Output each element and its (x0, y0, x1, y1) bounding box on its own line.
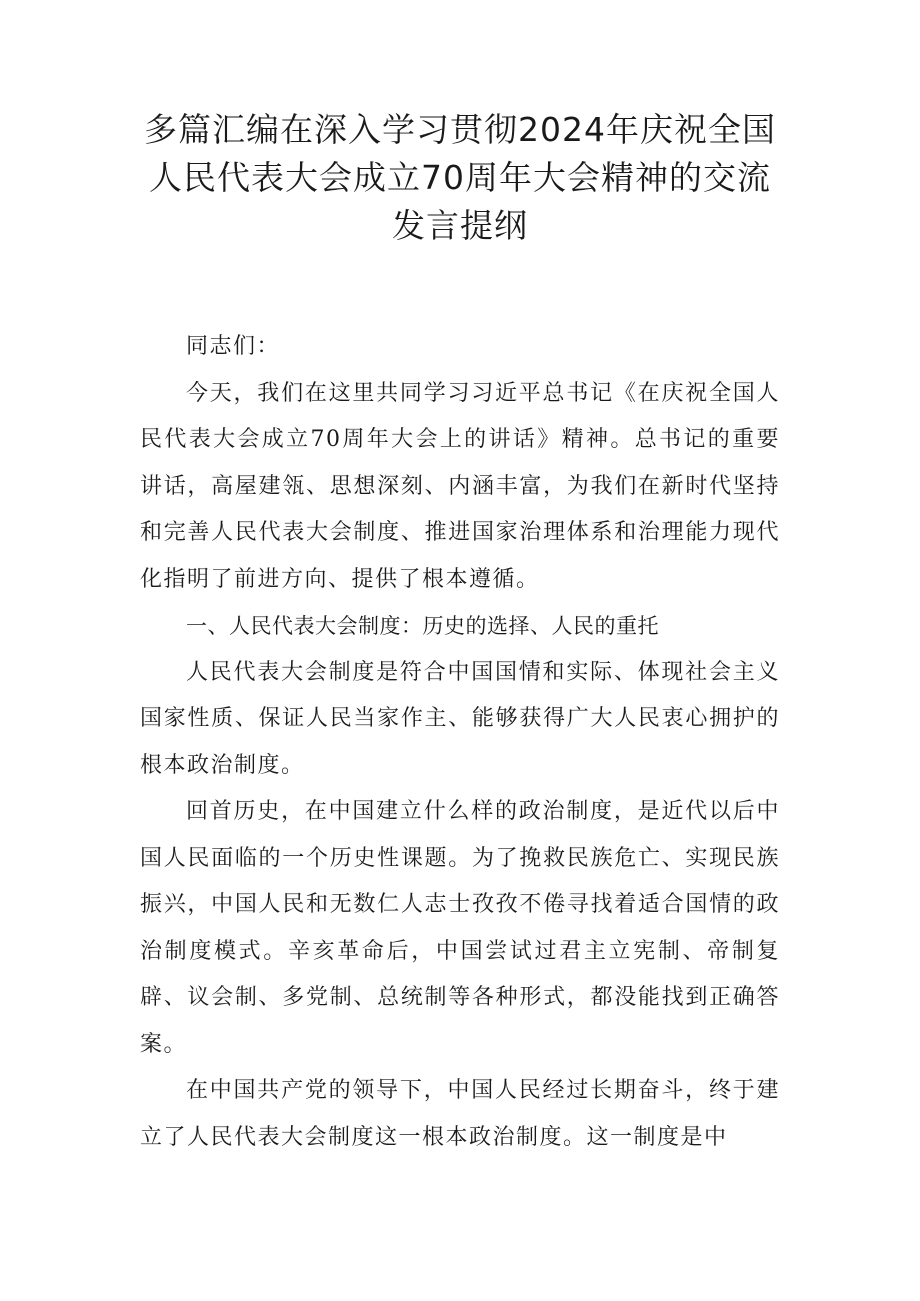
paragraph-party-leadership: 在中国共产党的领导下，中国人民经过长期奋斗，终于建立了人民代表大会制度这一根本政治制度。这一制度是中 (140, 1078, 780, 1150)
title-line-2: 人民代表大会成立70周年大会精神的交流 (149, 158, 771, 197)
title-line-1: 多篇汇编在深入学习贯彻2024年庆祝全国 (144, 110, 776, 149)
title-line-3: 发言提纲 (392, 206, 528, 245)
paragraph-history: 回首历史，在中国建立什么样的政治制度，是近代以后中国人民面临的一个历史性课题。为了挽救民族危亡、实现民族振兴，中国人民和无数仁人志士孜孜不倦寻找着适合国情的政治制度模式。辛亥革命后，中国尝试过君主立宪制、帝制复辟、议会制、多党制、总统制等各种形式，都没能找到正确答案。 (140, 799, 780, 1057)
paragraph-system-definition: 人民代表大会制度是符合中国国情和实际、体现社会主义国家性质、保证人民当家作主、能够获得广大人民衷心拥护的根本政治制度。 (140, 659, 780, 778)
document-body (140, 324, 780, 1161)
section-heading-1: 一、人民代表大会制度：历史的选择、人民的重托 (186, 614, 659, 638)
salutation: 同志们： (186, 334, 281, 359)
document-title (140, 106, 780, 250)
paragraph-intro: 今天，我们在这里共同学习习近平总书记《在庆祝全国人民代表大会成立70周年大会上的讲话》精神。总书记的重要讲话，高屋建瓴、思想深刻、内涵丰富，为我们在新时代坚持和完善人民代表大会制度、推进国家治理体系和治理能力现代化指明了前进方向、提供了根本遵循。 (140, 380, 780, 592)
